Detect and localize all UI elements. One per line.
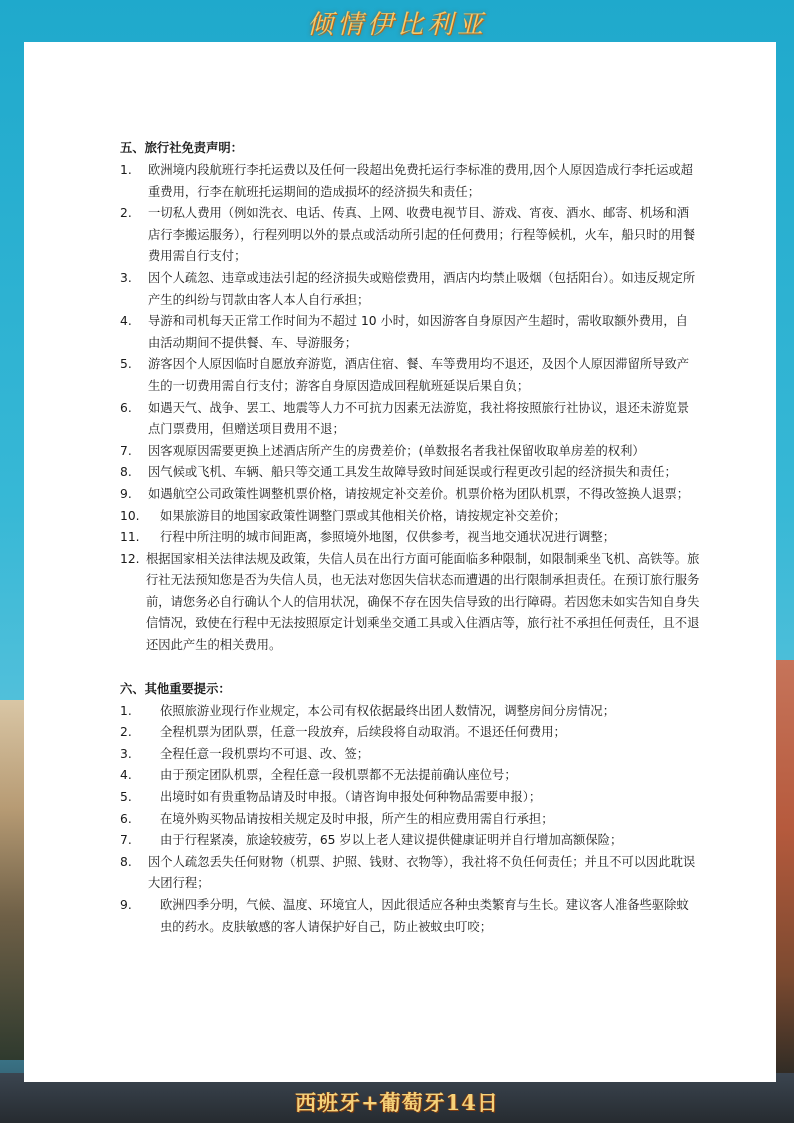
item-number: 6. (120, 400, 132, 415)
item-number: 9. (120, 486, 132, 501)
list-item (120, 809, 700, 831)
item-text: 由于行程紧凑，旅途较疲劳，65 岁以上老人建议提供健康证明并自行增加高额保险； (160, 833, 623, 848)
item-text: 导游和司机每天正常工作时间为不超过 10 小时，如因游客自身原因产生超时，需收取额外费用，自由活动期间不提供餐、车、导游服务； (148, 314, 688, 350)
item-text: 全程机票为团队票，任意一段放弃，后续段将自动取消。不退还任何费用； (160, 725, 566, 740)
section-disclaimer-list (120, 160, 700, 657)
item-number: 7. (120, 443, 132, 458)
item-number: 3. (120, 746, 132, 761)
list-item (120, 722, 700, 744)
list-item (120, 701, 700, 723)
item-number: 7. (120, 833, 132, 848)
item-text: 因个人疏忽、违章或违法引起的经济损失或赔偿费用，酒店内均禁止吸烟（包括阳台）。如违反规定所产生的纠纷与罚款由客人本人自行承担； (148, 270, 696, 307)
item-text: 如遇航空公司政策性调整机票价格，请按规定补交差价。机票价格为团队机票，不得改签换人退票； (148, 486, 690, 501)
item-text: 游客因个人原因临时自愿放弃游览，酒店住宿、餐、车等费用均不退还，及因个人原因滞留所导致产生的一切费用需自行支付；游客自身原因造成回程航班延误后果自负； (148, 357, 690, 393)
item-number: 2. (120, 206, 132, 221)
list-item (120, 311, 700, 354)
list-item (120, 787, 700, 809)
item-text: 因客观原因需要更换上述酒店所产生的房费差价；(单数报名者我社保留收取单房差的权利） (148, 443, 645, 458)
list-item (120, 527, 700, 549)
list-item (120, 268, 700, 311)
item-text: 依照旅游业现行作业规定，本公司有权依据最终出团人数情况，调整房间分房情况； (160, 703, 615, 718)
footer-title: 西班牙+葡萄牙14日 (295, 1090, 499, 1115)
item-text: 如果旅游目的地国家政策性调整门票或其他相关价格，请按规定补交差价； (160, 508, 566, 523)
item-text: 欧洲四季分明，气候、温度、环境宜人，因此很适应各种虫类繁育与生长。建议客人准备些驱除蚊虫的药水。皮肤敏感的客人请保护好自己，防止被蚊虫叮咬； (160, 898, 689, 934)
item-text: 在境外购买物品请按相关规定及时申报，所产生的相应费用需自行承担； (160, 811, 554, 826)
banner-title: 倾情伊比利亚 (306, 10, 487, 40)
item-text: 因气候或飞机、车辆、船只等交通工具发生故障导致时间延误或行程更改引起的经济损失和责任； (148, 465, 677, 480)
item-number: 12. (120, 551, 140, 566)
document-page (24, 42, 776, 1082)
list-item (120, 895, 700, 938)
item-text: 由于预定团队机票，全程任意一段机票都不无法提前确认座位号； (160, 768, 517, 783)
item-text: 欧洲境内段航班行李托运费以及任何一段超出免费托运行李标准的费用,因个人原因造成行李托运或超重费用，行李在航班托运期间的造成损坏的经济损失和责任； (148, 163, 693, 199)
item-text: 如遇天气、战争、罢工、地震等人力不可抗力因素无法游览，我社将按照旅行社协议，退还未游览景点门票费用，但赠送项目费用不退； (148, 400, 690, 437)
list-item (120, 441, 700, 463)
section-notes-list (120, 701, 700, 939)
list-item (120, 852, 700, 895)
item-text: 根据国家相关法律法规及政策，失信人员在出行方面可能面临多种限制，如限制乘坐飞机、高铁等。旅行社无法预知您是否为失信人员，也无法对您因失信状态而遭遇的出行限制承担责任。在预订旅行服务前，请您务必自行确认个人的信用状况，确保不存在因失信导致的出行障碍。若因您未如实告知自身失信情况，致使在行程中无法按照原定计划乘坐交通工具或入住酒店等，旅行社不承担任何责任，且不退还因此产生的相关费用。 (146, 551, 700, 653)
item-number: 6. (120, 811, 132, 826)
list-item (120, 744, 700, 766)
item-number: 8. (120, 465, 132, 480)
list-item (120, 160, 700, 203)
item-number: 1. (120, 703, 132, 718)
item-text: 全程任意一段机票均不可退、改、签； (160, 746, 370, 761)
item-number: 5. (120, 357, 132, 372)
item-number: 1. (120, 163, 132, 177)
list-item (120, 765, 700, 787)
document-content (120, 138, 700, 938)
item-number: 5. (120, 790, 132, 805)
item-text: 出境时如有贵重物品请及时申报。（请咨询申报处何种物品需要申报）； (160, 790, 542, 805)
background-scene-right (776, 660, 794, 1080)
item-number: 4. (120, 314, 132, 329)
item-text: 一切私人费用（例如洗衣、电话、传真、上网、收费电视节目、游戏、宵夜、酒水、邮寄、机场和酒店行李搬运服务），行程列明以外的景点或活动所引起的任何费用；行程等候机，火车，船只时的用餐费用需自行支付； (148, 206, 696, 264)
item-number: 8. (120, 854, 132, 869)
list-item (120, 398, 700, 441)
item-number: 9. (120, 898, 132, 912)
list-item (120, 830, 700, 852)
item-number: 3. (120, 270, 132, 285)
list-item (120, 506, 700, 528)
list-item (120, 203, 700, 268)
list-item (120, 354, 700, 397)
item-number: 10. (120, 508, 140, 523)
item-number: 4. (120, 768, 132, 783)
item-text: 行程中所注明的城市间距离，参照境外地图，仅供参考，视当地交通状况进行调整； (160, 530, 615, 545)
list-item (120, 484, 700, 506)
section-spacer (120, 657, 700, 679)
item-text: 因个人疏忽丢失任何财物（机票、护照、钱财、衣物等），我社将不负任何责任；并且不可以因此耽误大团行程； (148, 854, 696, 891)
section-disclaimer-title: 五、旅行社免责声明： (120, 141, 243, 155)
section-notes-title: 六、其他重要提示： (120, 681, 231, 696)
list-item (120, 549, 700, 657)
list-item (120, 462, 700, 484)
item-number: 11. (120, 530, 140, 545)
item-number: 2. (120, 725, 132, 740)
background-scene-left (0, 700, 24, 1060)
